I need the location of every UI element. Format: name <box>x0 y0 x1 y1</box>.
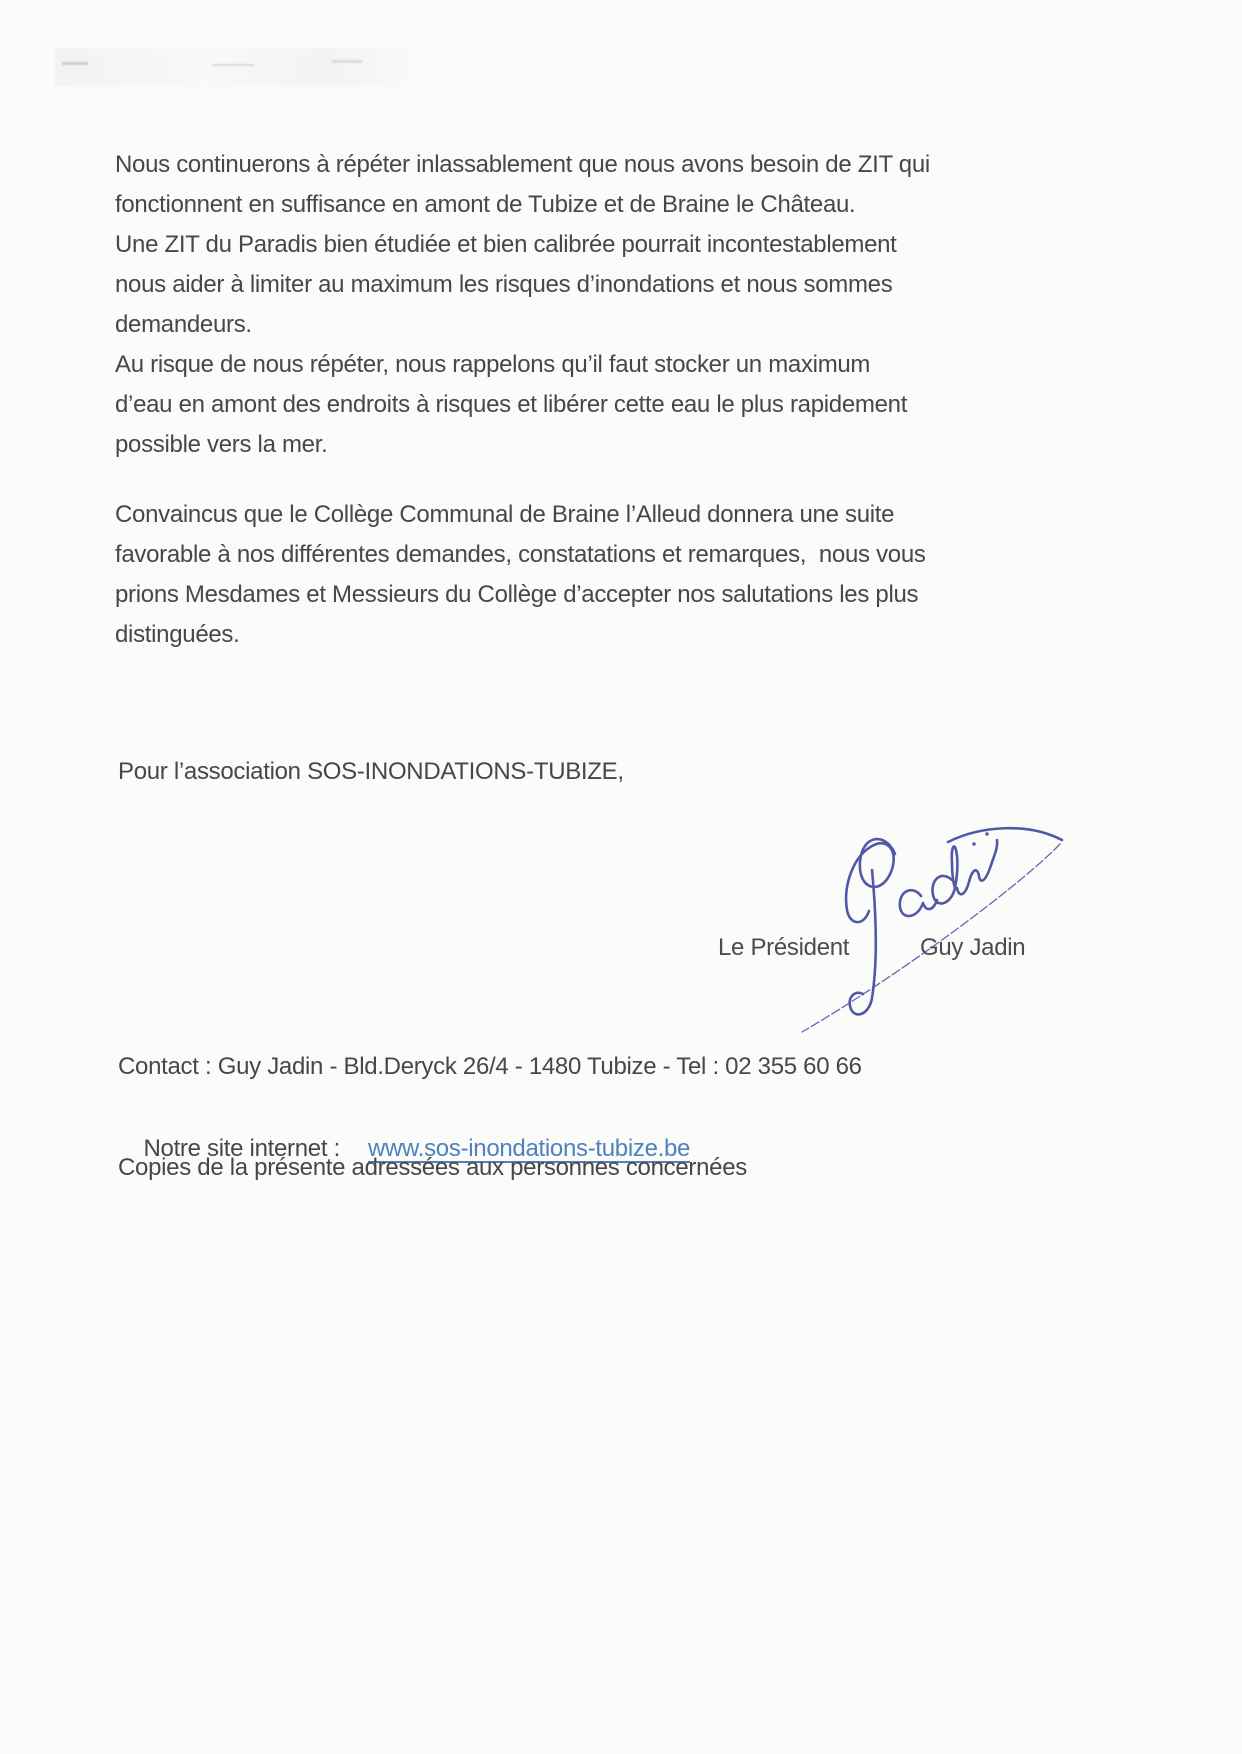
paragraph-line: possible vers la mer. <box>115 431 328 458</box>
paragraph-line: Au risque de nous répéter, nous rappelons qu’il faut stocker un maximum <box>115 351 871 378</box>
paragraph-line: fonctionnent en suffisance en amont de Tubize et de Braine le Château. <box>115 191 856 218</box>
scan-artifact <box>212 64 254 66</box>
paragraph-line: favorable à nos différentes demandes, constatations et remarques, nous vous <box>115 541 926 568</box>
paragraph-zit <box>115 145 930 465</box>
paragraph-line: d’eau en amont des endroits à risques et libérer cette eau le plus rapidement <box>115 391 908 418</box>
signature-role: Le Président <box>718 934 850 961</box>
association-line: Pour l’association SOS-INONDATIONS-TUBIZE, <box>118 758 624 785</box>
paragraph-line: demandeurs. <box>115 311 252 338</box>
paragraph-line: Une ZIT du Paradis bien étudiée et bien calibrée pourrait incontestablement <box>115 231 897 258</box>
paragraph-line: nous aider à limiter au maximum les risques d’inondations et nous sommes <box>115 271 893 298</box>
contact-line: Contact : Guy Jadin - Bld.Deryck 26/4 - 1480 Tubize - Tel : 02 355 60 66 <box>118 1053 862 1080</box>
paragraph-line: prions Mesdames et Messieurs du Collège d’accepter nos salutations les plus <box>115 581 919 608</box>
signature-name: Guy Jadin <box>920 934 1026 961</box>
scan-artifact <box>332 60 362 63</box>
scan-artifact <box>55 48 435 86</box>
copies-line: Copies de la présente adressées aux personnes concernées <box>118 1154 747 1181</box>
scan-artifact <box>62 62 88 65</box>
website-link[interactable]: www.sos-inondations-tubize.be <box>367 1135 691 1162</box>
paragraph-line: distinguées. <box>115 621 240 648</box>
paragraph-line: Convaincus que le Collège Communal de Braine l’Alleud donnera une suite <box>115 501 895 528</box>
paragraph-closing <box>115 495 926 655</box>
website-label: Notre site internet : <box>143 1135 340 1162</box>
paragraph-line: Nous continuerons à répéter inlassablement que nous avons besoin de ZIT qui <box>115 151 930 178</box>
